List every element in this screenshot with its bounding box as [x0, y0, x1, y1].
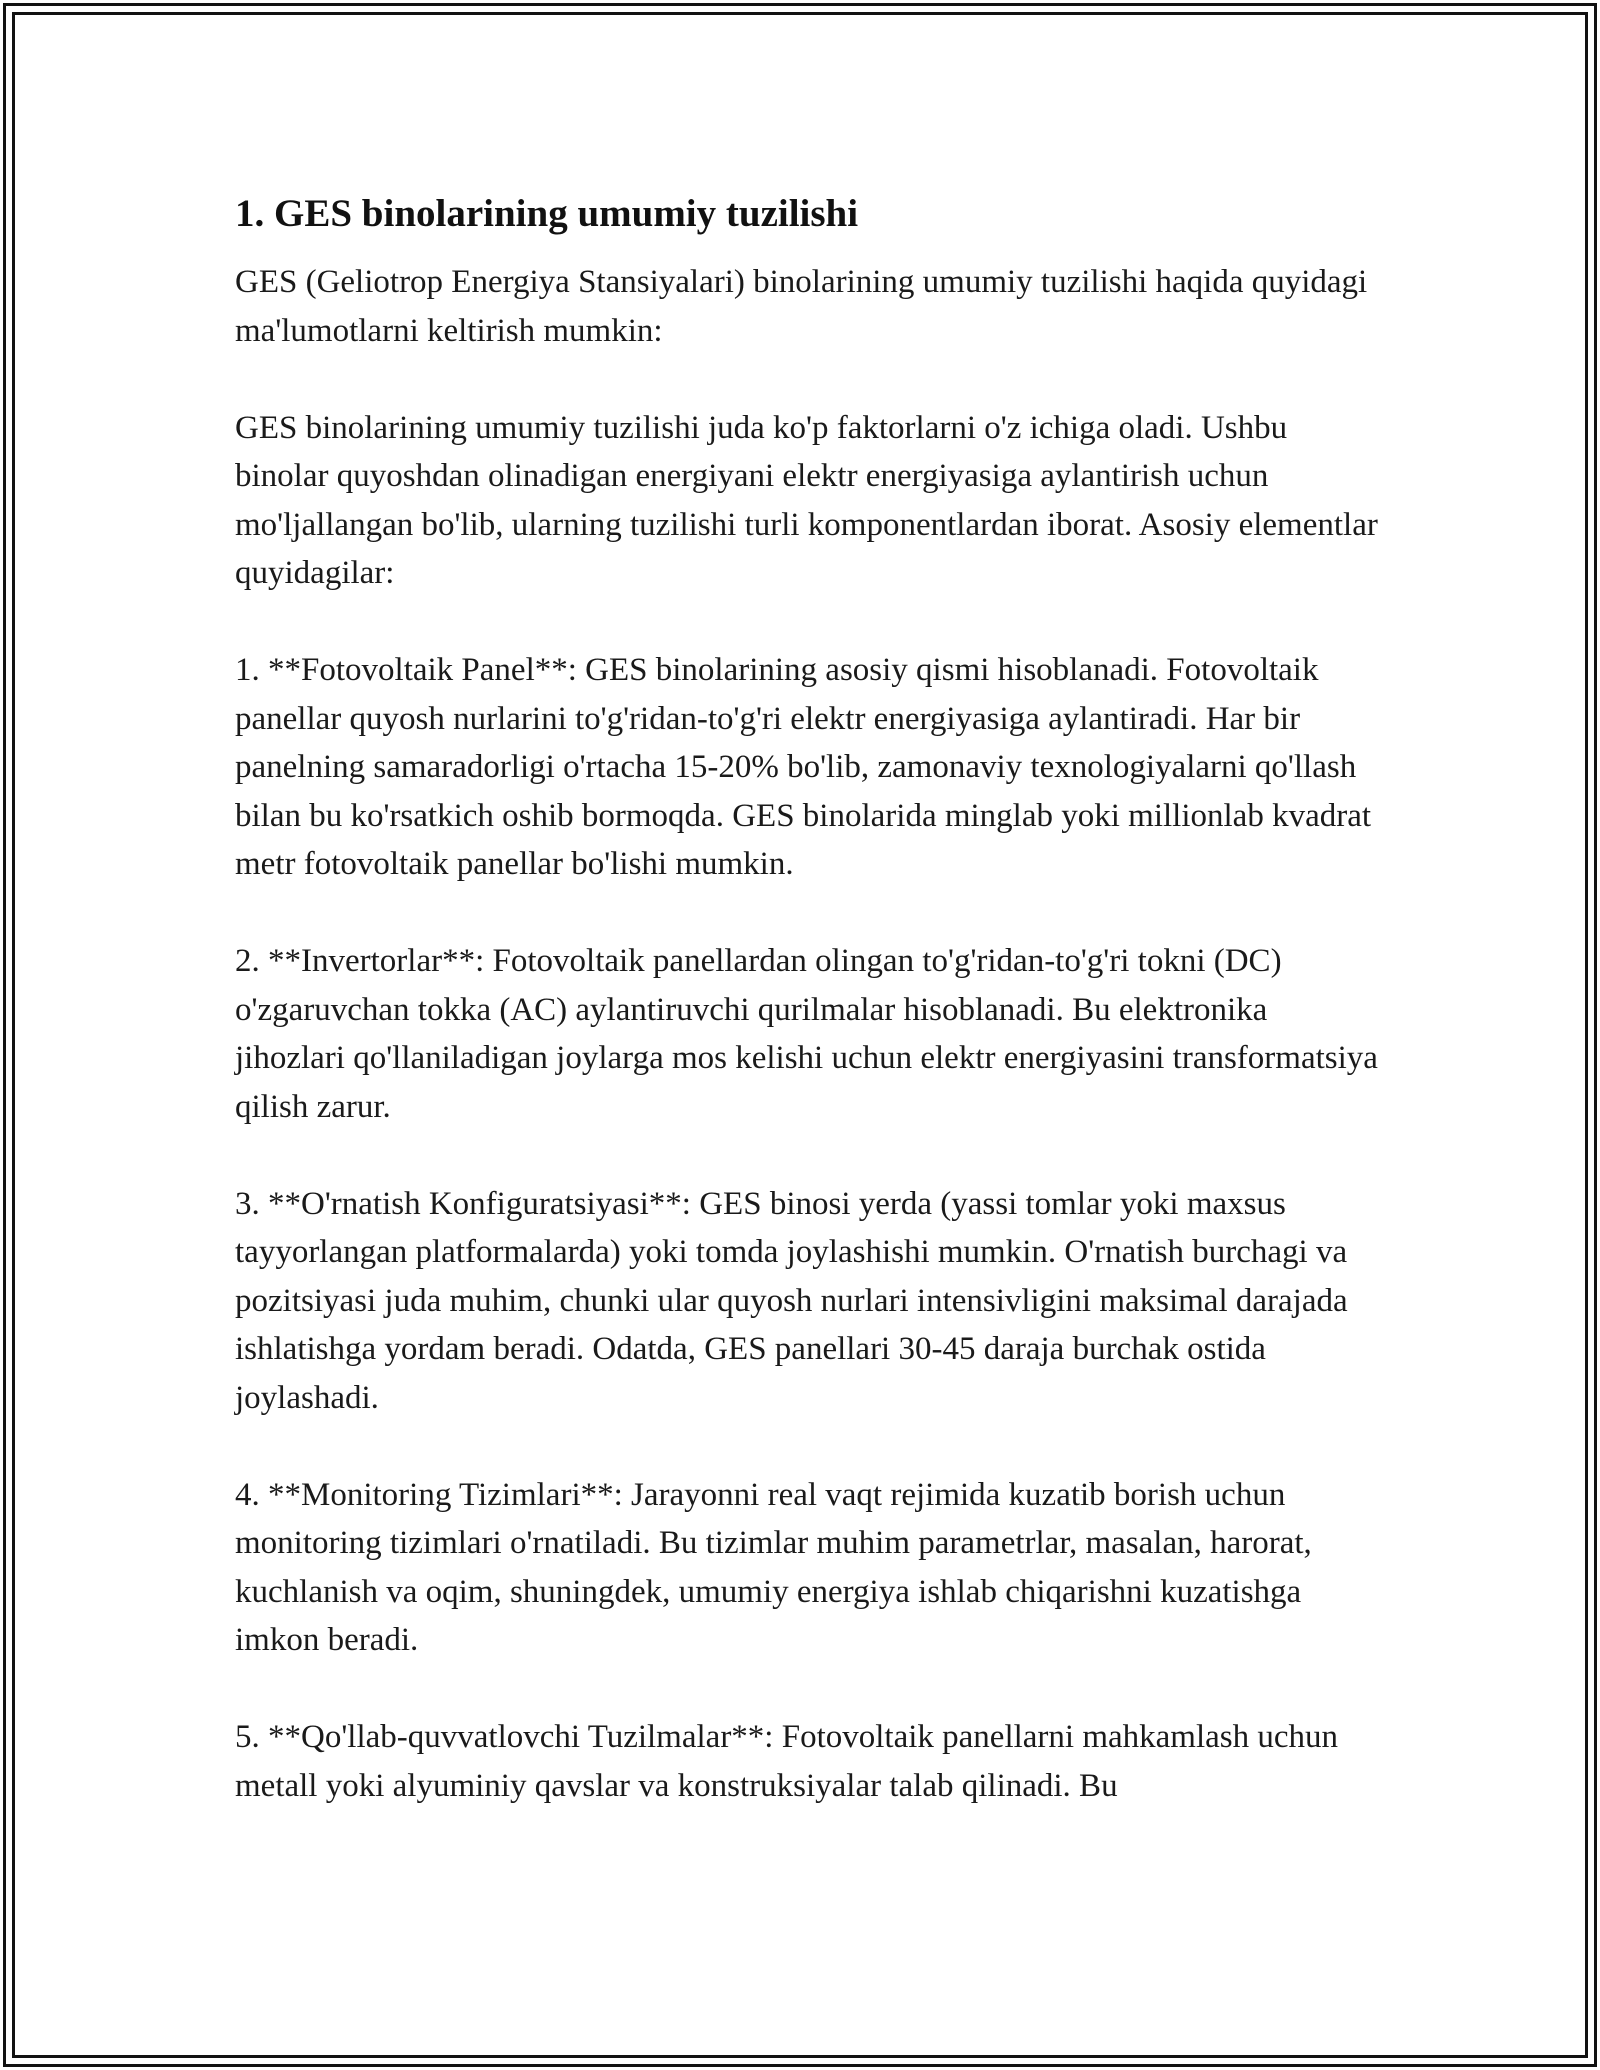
paragraph-item-4: 4. **Monitoring Tizimlari**: Jarayonni real vaqt rejimida kuzatib borish uchun monitoring tizimlari o'rnatiladi. Bu tizimlar muhim parametrlar, masalan, harorat, kuchlanish va oqim, shuningdek, umumiy energiya ishlab chiqarishni kuzatishga imkon beradi.	[235, 1476, 1312, 1658]
section-heading: 1. GES binolarining umumiy tuzilishi	[235, 192, 859, 235]
paragraph-item-5: 5. **Qo'llab-quvvatlovchi Tuzilmalar**: Fotovoltaik panellarni mahkamlash uchun metall yoki alyuminiy qavslar va konstruksiyalar talab qilinadi. Bu	[235, 1719, 1339, 1804]
paragraph-item-1: 1. **Fotovoltaik Panel**: GES binolarining asosiy qismi hisoblanadi. Fotovoltaik panellar quyosh nurlarini to'g'ridan-to'g'ri elektr energiyasiga aylantiradi. Har bir panelning samaradorligi o'rtacha 15-20% bo'lib, zamonaviy texnologiyalarni qo'llash bilan bu ko'rsatkich oshib bormoqda. GES binolarida minglab yoki millionlab kvadrat metr fotovoltaik panellar bo'lishi mumkin.	[235, 652, 1372, 882]
document-body	[235, 190, 1385, 1859]
paragraph-item-3: 3. **O'rnatish Konfiguratsiyasi**: GES binosi yerda (yassi tomlar yoki maxsus tayyorlangan platformalarda) yoki tomda joylashishi mumkin. O'rnatish burchagi va pozitsiyasi juda muhim, chunki ular quyosh nurlari intensivligini maksimal darajada ishlatishga yordam beradi. Odatda, GES panellari 30-45 daraja burchak ostida joylashadi.	[235, 1185, 1348, 1416]
paragraph-item-2: 2. **Invertorlar**: Fotovoltaik panellardan olingan to'g'ridan-to'g'ri tokni (DC) o'zgaruvchan tokka (AC) aylantiruvchi qurilmalar hisoblanadi. Bu elektronika jihozlari qo'llaniladigan joylarga mos kelishi uchun elektr energiyasini transformatsiya qilish zarur.	[235, 943, 1378, 1125]
paragraph-overview: GES binolarining umumiy tuzilishi juda ko'p faktorlarni o'z ichiga oladi. Ushbu binolar quyoshdan olinadigan energiyani elektr energiyasiga aylantirish uchun mo'ljallangan bo'lib, ularning tuzilishi turli komponentlardan iborat. Asosiy elementlar quyidagilar:	[235, 409, 1378, 591]
paragraph-intro: GES (Geliotrop Energiya Stansiyalari) binolarining umumiy tuzilishi haqida quyidagi ma'lumotlarni keltirish mumkin:	[235, 264, 1368, 349]
